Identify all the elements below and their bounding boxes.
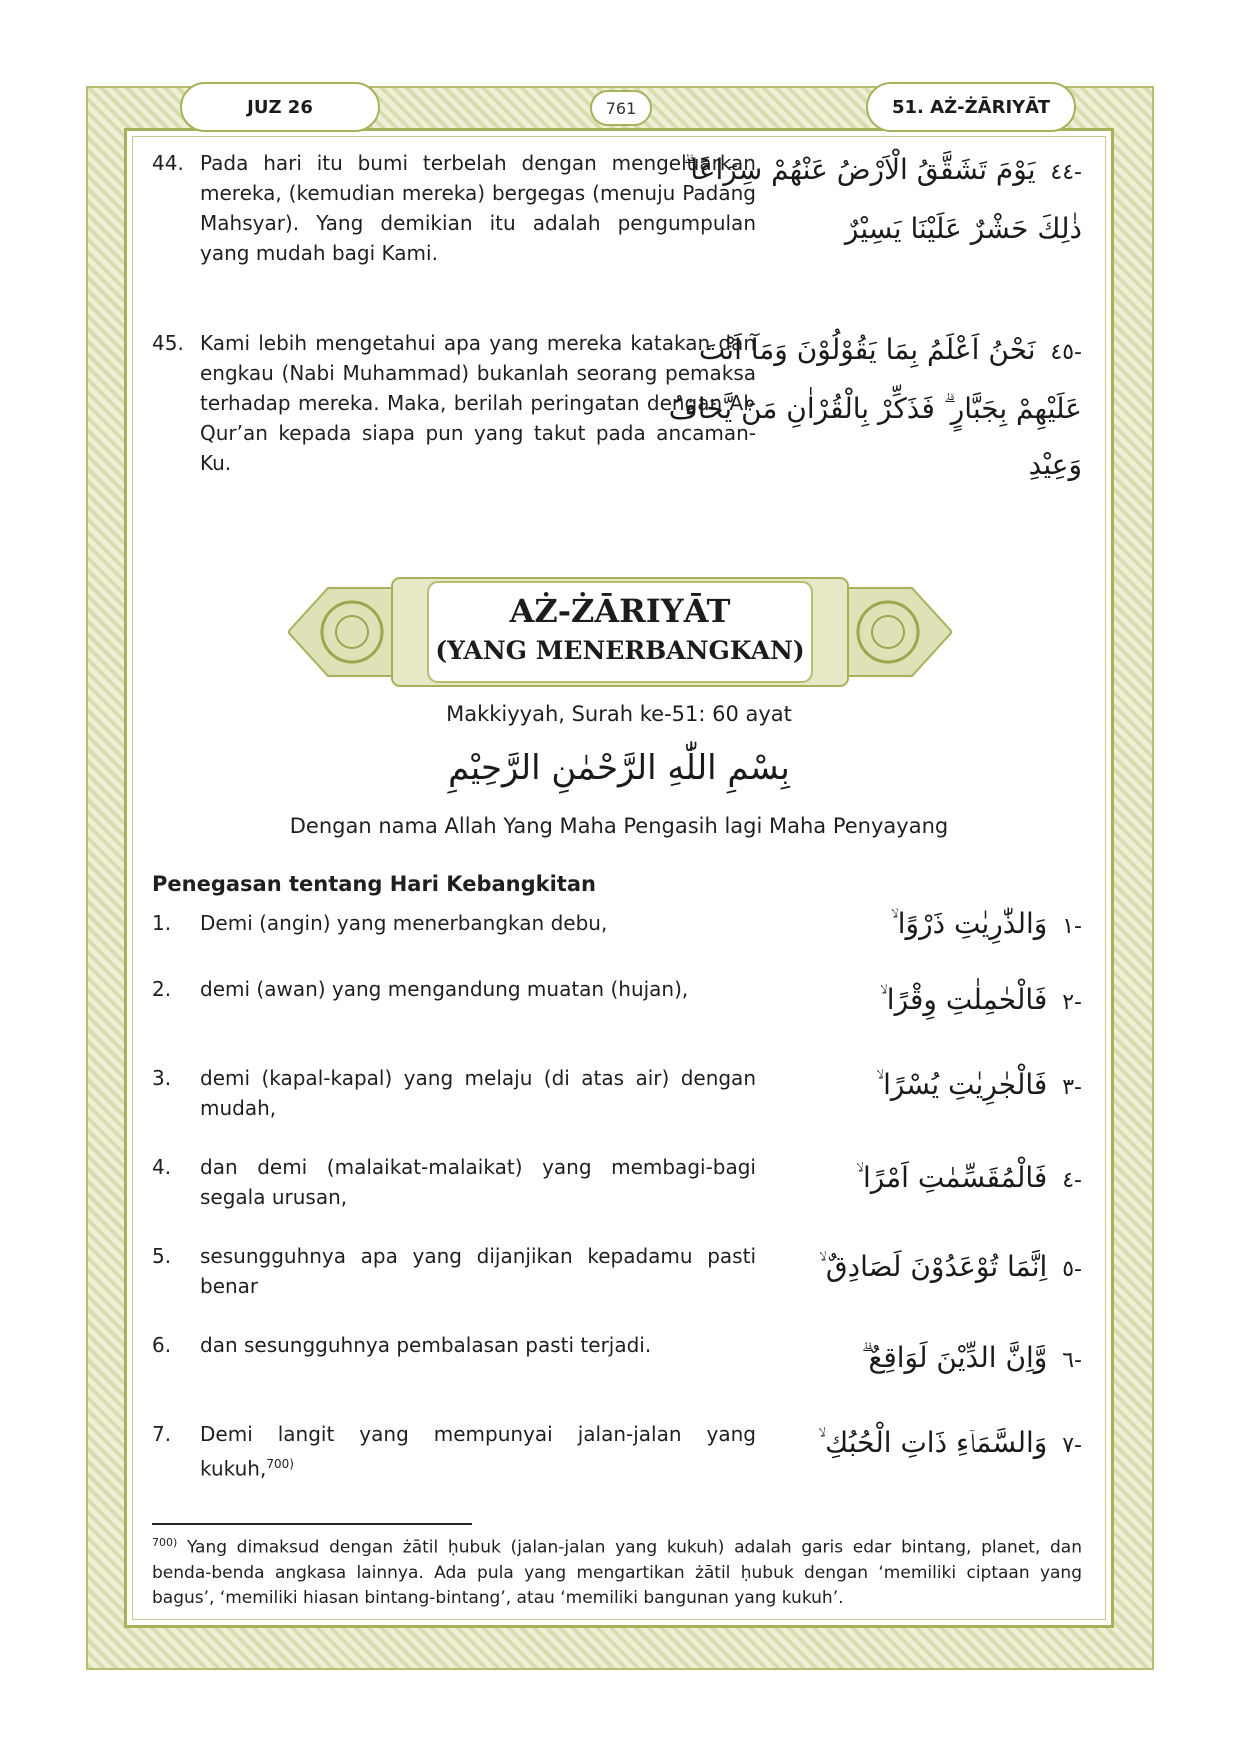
bismillah-translation: Dengan nama Allah Yang Maha Pengasih lagi Maha Penyayang [289,814,949,838]
arabic-text: وَالذّٰرِيٰتِ ذَرْوًا ۙ [890,907,1048,940]
arabic-text: نَحْنُ اَعْلَمُ بِمَا يَقُوْلُوْنَ وَمَآ اَنْتَ عَلَيْهِمْ بِجَبَّارٍ ۗ فَذَكِّرْ بِالْقُرْاٰنِ مَنْ يَّخَافُ وَعِيْدِ [668,333,1082,481]
arabic-verse-number: -٥ [1062,1257,1082,1282]
verse-number: 4. [152,1155,172,1179]
verse-45 [152,328,1082,518]
verse-number: 2. [152,977,172,1001]
arabic-verse-number: -٤ [1062,1168,1082,1193]
verse-translation: demi (kapal-kapal) yang melaju (di atas air) dengan mudah, [200,1066,756,1120]
arabic-verse-number: -٤٥ [1050,340,1082,365]
arabic-text: فَالْمُقَسِّمٰتِ اَمْرًا ۙ [855,1161,1048,1194]
arabic-verse-number: -٧ [1062,1433,1082,1458]
verse-number: 45. [152,331,184,355]
verse-translation: Demi (angin) yang menerbangkan debu, [200,911,608,935]
verse-4 [152,1152,1082,1232]
verse-44 [152,148,1082,298]
verse-1 [152,908,1082,968]
verse-6 [152,1330,1082,1410]
juz-label: JUZ 26 [180,82,380,132]
footnote-divider [152,1523,472,1525]
verse-arabic [652,1057,1082,1116]
verse-translation: demi (awan) yang mengandung muatan (hujan), [200,977,689,1001]
arabic-text: فَالْجٰرِيٰتِ يُسْرًا ۙ [876,1068,1048,1101]
arabic-verse-number: -١ [1062,914,1082,939]
verse-arabic [652,142,1082,257]
verse-translation: dan demi (malaikat-malaikat) yang membagi-bagi segala urusan, [200,1155,756,1209]
verse-arabic [652,972,1082,1031]
verse-arabic [652,322,1082,493]
verse-number: 6. [152,1333,172,1357]
verse-arabic [652,896,1082,955]
verse-3 [152,1063,1082,1143]
footnote-mark: 700) [152,1536,178,1549]
surah-label: 51. AŻ-ŻĀRIYĀT [866,82,1076,132]
arabic-verse-number: -٣ [1062,1075,1082,1100]
arabic-text: وَّاِنَّ الدِّيْنَ لَوَاقِعٌ ۗ [861,1341,1048,1374]
verse-5 [152,1241,1082,1321]
verse-translation-text: Demi langit yang mempunyai jalan-jalan yang kukuh, [200,1422,756,1481]
verse-translation: Kami lebih mengetahui apa yang mereka katakan dan engkau (Nabi Muhammad) bukanlah seorang pemaksa terhadap mereka. Maka, berilah peringatan dengan Al-Qur’an kepada siapa pun yang takut pada ancaman-Ku. [200,331,756,475]
arabic-text: فَالْحٰمِلٰتِ وِقْرًا ۙ [879,983,1048,1016]
verse-arabic [652,1150,1082,1209]
page-number: 761 [590,90,652,126]
verse-number: 1. [152,911,172,935]
footnote [152,1530,1082,1611]
verse-translation: Pada hari itu bumi terbelah dengan mengeluarkan mereka, (kemudian mereka) bergegas (menuju Padang Mahsyar). Yang demikian itu adalah pengumpulan yang mudah bagi Kami. [200,151,756,265]
arabic-text: اِنَّمَا تُوْعَدُوْنَ لَصَادِقٌ ۙ [818,1250,1048,1283]
arabic-verse-number: -٦ [1062,1348,1082,1373]
arabic-text: وَالسَّمَاۤءِ ذَاتِ الْحُبُكِ ۙ [818,1426,1048,1459]
verse-number: 5. [152,1244,172,1268]
verse-arabic [652,1415,1082,1474]
surah-banner [288,574,952,690]
verse-translation: sesungguhnya apa yang dijanjikan kepadamu pasti benar [200,1244,756,1298]
verse-number: 7. [152,1422,172,1446]
verse-translation: dan sesungguhnya pembalasan pasti terjadi. [200,1333,652,1357]
verse-number: 44. [152,151,184,175]
verse-arabic [652,1330,1082,1389]
surah-info: Makkiyyah, Surah ke-51: 60 ayat [446,702,792,726]
surah-title: AŻ-ŻĀRIYĀT [509,592,731,630]
arabic-text: يَوْمَ تَشَقَّقُ الْاَرْضُ عَنْهُمْ سِرَاعًا ۗ ذٰلِكَ حَشْرٌ عَلَيْنَا يَسِيْرٌ [683,153,1082,245]
verse-7 [152,1419,1082,1499]
footnote-text: Yang dimaksud dengan żātil ḥubuk (jalan-jalan yang kukuh) adalah garis edar bintang, planet, dan benda-benda angkasa lainnya. Ada pula yang mengartikan żātil ḥubuk dengan ‘memiliki ciptaan yang bagus’, ‘memiliki hiasan bintang-bintang’, atau ‘memiliki bangunan yang kukuh’. [152,1537,1083,1608]
arabic-verse-number: -٤٤ [1050,160,1082,185]
surah-subtitle: (YANG MENERBANGKAN) [435,636,805,665]
footnote-reference[interactable]: 700) [266,1457,294,1471]
verse-arabic [652,1239,1082,1298]
section-heading: Penegasan tentang Hari Kebangkitan [152,872,596,896]
verse-2 [152,974,1082,1054]
verse-number: 3. [152,1066,172,1090]
bismillah-arabic: بِسْمِ اللّٰهِ الرَّحْمٰنِ الرَّحِيْمِ [448,748,790,788]
arabic-verse-number: -٢ [1062,990,1082,1015]
